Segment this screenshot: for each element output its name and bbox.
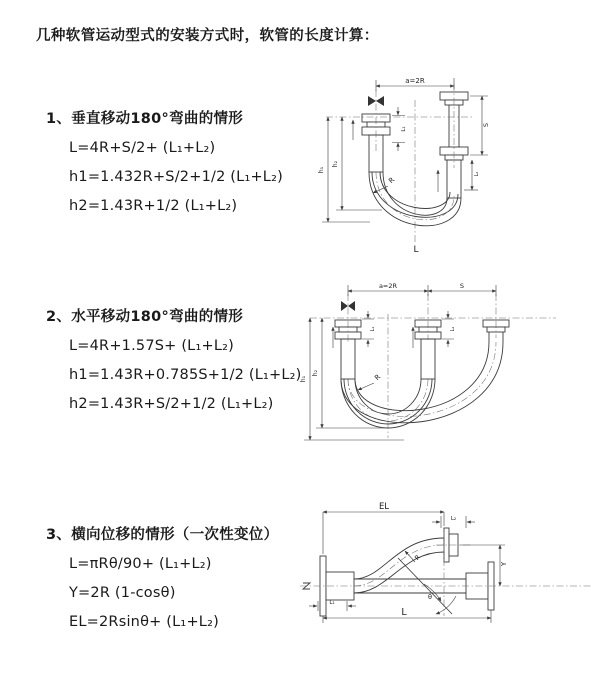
- dim-label-el: EL: [378, 502, 390, 512]
- dim-label-theta: θ: [428, 593, 432, 601]
- dim-label-h2: h₂: [332, 160, 339, 168]
- formula-line: L=4R+1.57S+ (L₁+L₂): [69, 338, 234, 354]
- dim-label-s: S: [459, 282, 465, 290]
- dim-label-l1: L₁: [370, 326, 376, 332]
- dim-label-l2: L₂: [474, 171, 480, 177]
- formula-line: h2=1.43R+1/2 (L₁+L₂): [69, 198, 238, 214]
- page-title: 几种软管运动型式的安装方式时，软管的长度计算：: [36, 28, 379, 44]
- formula-line: L=πRθ/90+ (L₁+L₂): [69, 556, 212, 572]
- dim-label-l2: L₂: [450, 516, 457, 522]
- section-horizontal-180: [46, 305, 302, 425]
- formula-line: h1=1.43R+0.785S+1/2 (L₁+L₂): [69, 367, 302, 383]
- dim-label-l1: L₁: [401, 126, 407, 132]
- dim-label-r: R: [373, 372, 383, 383]
- dim-label-l2: L₂: [450, 326, 456, 332]
- formula-line: h2=1.43R+S/2+1/2 (L₁+L₂): [69, 396, 274, 412]
- section-heading: 2、水平移动180°弯曲的情形: [46, 309, 244, 325]
- dim-label-y: Y: [500, 561, 508, 567]
- dim-label-l: L: [413, 245, 419, 255]
- section-heading: 3、横向位移的情形（一次性变位）: [46, 527, 279, 543]
- section-lateral-displacement: [46, 523, 278, 643]
- diagram-lateral-displacement: [296, 498, 596, 656]
- dim-label-s: S: [482, 122, 490, 128]
- dim-label-span: a=2R: [378, 282, 398, 290]
- dim-label-r: R: [413, 553, 423, 563]
- diagram-vertical-180: [312, 72, 557, 257]
- dim-label-h2: h₂: [312, 369, 319, 377]
- dim-label-l1: L₁: [329, 600, 335, 606]
- section-heading: 1、垂直移动180°弯曲的情形: [46, 111, 244, 127]
- dim-label-span: a=2R: [405, 77, 425, 85]
- dim-label-h1: h₁: [300, 375, 307, 383]
- dim-label-l: L: [401, 607, 407, 618]
- dim-label-h1: h₁: [318, 166, 325, 174]
- formula-line: Y=2R (1-cosθ): [69, 585, 176, 601]
- formula-line: h1=1.432R+S/2+1/2 (L₁+L₂): [69, 169, 283, 185]
- diagram-horizontal-180: [300, 280, 565, 452]
- formula-line: L=4R+S/2+ (L₁+L₂): [69, 140, 216, 156]
- formula-line: EL=2Rsinθ+ (L₁+L₂): [69, 614, 219, 630]
- section-vertical-180: [46, 107, 283, 227]
- dim-label-r: R: [387, 175, 397, 186]
